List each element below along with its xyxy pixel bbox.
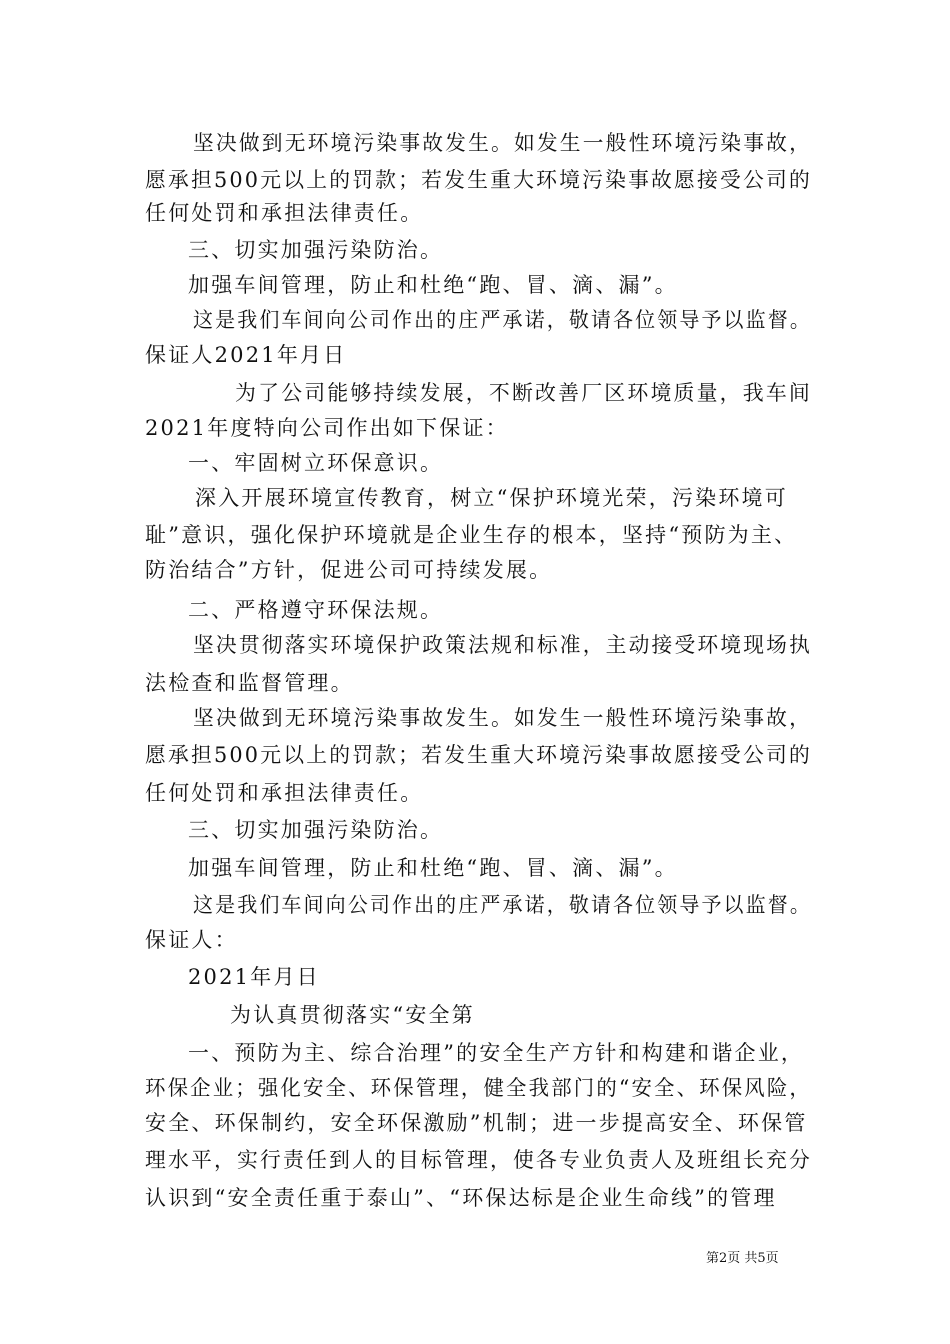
- text-line: 保证人2021年月日: [145, 343, 347, 367]
- text-line: 任何处罚和承担法律责任。: [145, 201, 424, 225]
- text-line: 为认真贯彻落实“安全第: [230, 1003, 475, 1027]
- text-line: 2021年度特向公司作出如下保证：: [145, 416, 509, 440]
- text-line: 愿承担500元以上的罚款；若发生重大环境污染事故愿接受公司的: [145, 168, 812, 192]
- text-line: 三、切实加强污染防治。: [188, 818, 444, 842]
- page-number: 第2页 共5页: [706, 1251, 779, 1266]
- text-line: 为了公司能够持续发展，不断改善厂区环境质量，我车间: [235, 381, 812, 405]
- text-line: 这是我们车间向公司作出的庄严承诺，敬请各位领导予以监督。: [193, 893, 812, 917]
- text-line: 二、严格遵守环保法规。: [188, 598, 444, 622]
- text-line: 防治结合”方针，促进公司可持续发展。: [145, 558, 553, 582]
- text-line: 法检查和监督管理。: [145, 671, 354, 695]
- text-line: 愿承担500元以上的罚款；若发生重大环境污染事故愿接受公司的: [145, 743, 812, 767]
- text-line: 环保企业；强化安全、环保管理，健全我部门的“安全、环保风险，: [145, 1076, 812, 1100]
- text-line: 理水平，实行责任到人的目标管理，使各专业负责人及班组长充分: [145, 1148, 812, 1172]
- text-line: 2021年月日: [188, 965, 320, 989]
- text-line: 坚决做到无环境污染事故发生。如发生一般性环境污染事故，: [193, 131, 812, 155]
- text-line: 一、牢固树立环保意识。: [188, 451, 444, 475]
- text-line: 加强车间管理，防止和杜绝“跑、冒、滴、漏”。: [188, 273, 678, 297]
- text-line: 安全、环保制约，安全环保激励”机制；进一步提高安全、环保管: [145, 1111, 808, 1135]
- text-line: 任何处罚和承担法律责任。: [145, 781, 424, 805]
- text-line: 坚决贯彻落实环境保护政策法规和标准，主动接受环境现场执: [193, 633, 812, 657]
- text-line: 认识到“安全责任重于泰山”、“环保达标是企业生命线”的管理: [145, 1186, 777, 1210]
- text-line: 一、预防为主、综合治理”的安全生产方针和构建和谐企业，: [188, 1041, 805, 1065]
- text-line: 深入开展环境宣传教育，树立“保护环境光荣，污染环境可: [195, 486, 788, 510]
- text-line: 保证人：: [145, 928, 238, 952]
- text-line: 加强车间管理，防止和杜绝“跑、冒、滴、漏”。: [188, 856, 678, 880]
- text-line: 三、切实加强污染防治。: [188, 238, 444, 262]
- text-line: 坚决做到无环境污染事故发生。如发生一般性环境污染事故，: [193, 706, 812, 730]
- text-line: 这是我们车间向公司作出的庄严承诺，敬请各位领导予以监督。: [193, 308, 812, 332]
- text-line: 耻”意识，强化保护环境就是企业生存的根本，坚持“预防为主、: [145, 523, 798, 547]
